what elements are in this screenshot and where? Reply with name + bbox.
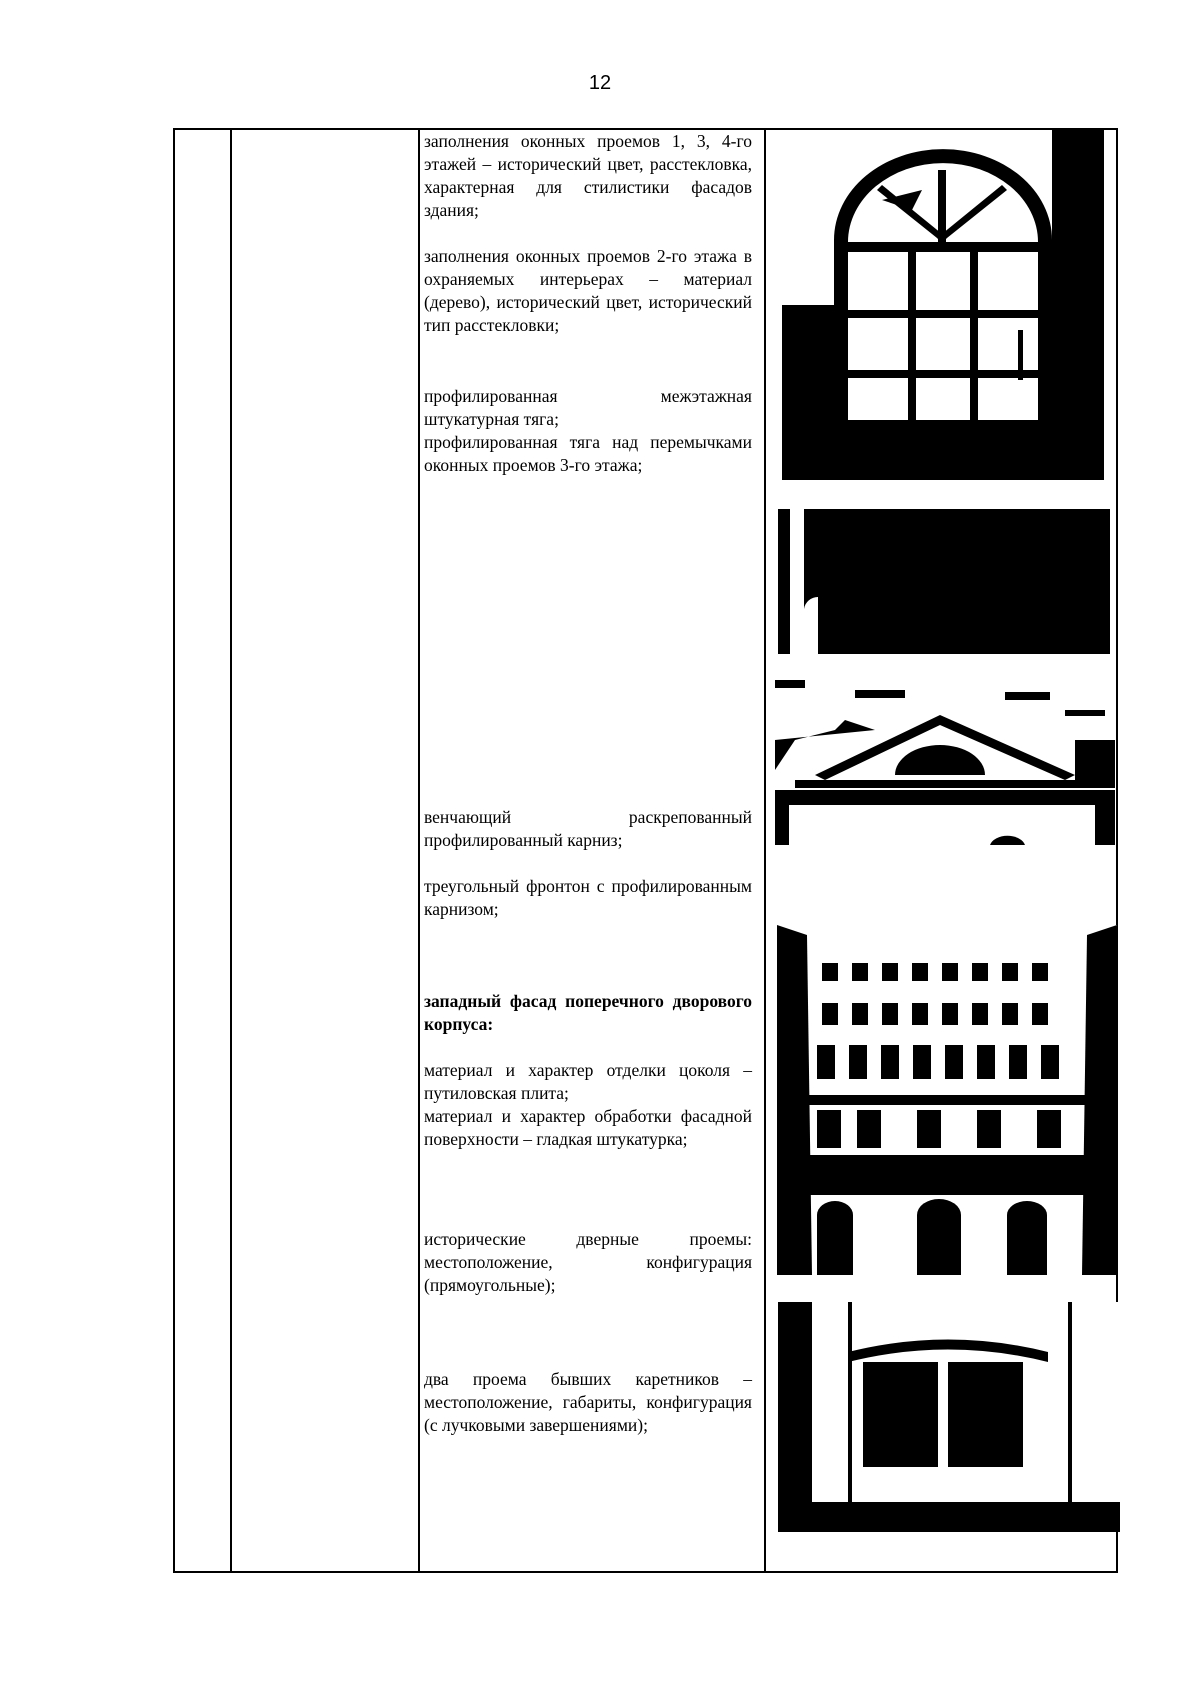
column-divider-3 xyxy=(764,130,766,1571)
text-block: два проема бывших каретников – местоположение, габариты, конфигурация (с лучковыми завершениями); xyxy=(424,1369,752,1435)
text-block: треугольный фронтон с профилированным карнизом; xyxy=(424,876,752,919)
page-number: 12 xyxy=(588,72,612,94)
photo-arched-window xyxy=(782,130,1104,480)
section-heading: западный фасад поперечного дворового корпуса: xyxy=(424,991,752,1034)
column-divider-2 xyxy=(418,130,420,1571)
text-block: заполнения оконных проемов 1, 3, 4-го этажей – исторический цвет, расстекловка, характерная для стилистики фасадов здания; xyxy=(424,131,752,220)
text-block: профилированная тяга над перемычками оконных проемов 3-го этажа; xyxy=(424,432,752,475)
photo-cornice-fragment xyxy=(778,509,1110,654)
text-block: профилированная межэтажная штукатурная тяга; xyxy=(424,386,752,429)
text-block: материал и характер отделки цоколя – путиловская плита; xyxy=(424,1060,752,1103)
text-block: исторические дверные проемы: местоположение, конфигурация (прямоугольные); xyxy=(424,1229,752,1295)
text-block: заполнения оконных проемов 2-го этажа в охраняемых интерьерах – материал (дерево), исторический цвет, исторический тип расстекловки; xyxy=(424,246,752,335)
photo-carriage-openings xyxy=(778,1302,1120,1532)
photo-triangular-pediment xyxy=(775,680,1115,845)
text-block: венчающий раскрепованный профилированный карниз; xyxy=(424,807,752,850)
text-block: материал и характер обработки фасадной поверхности – гладкая штукатурка; xyxy=(424,1106,752,1149)
column-divider-1 xyxy=(230,130,232,1571)
photo-courtyard-facade xyxy=(777,925,1117,1275)
